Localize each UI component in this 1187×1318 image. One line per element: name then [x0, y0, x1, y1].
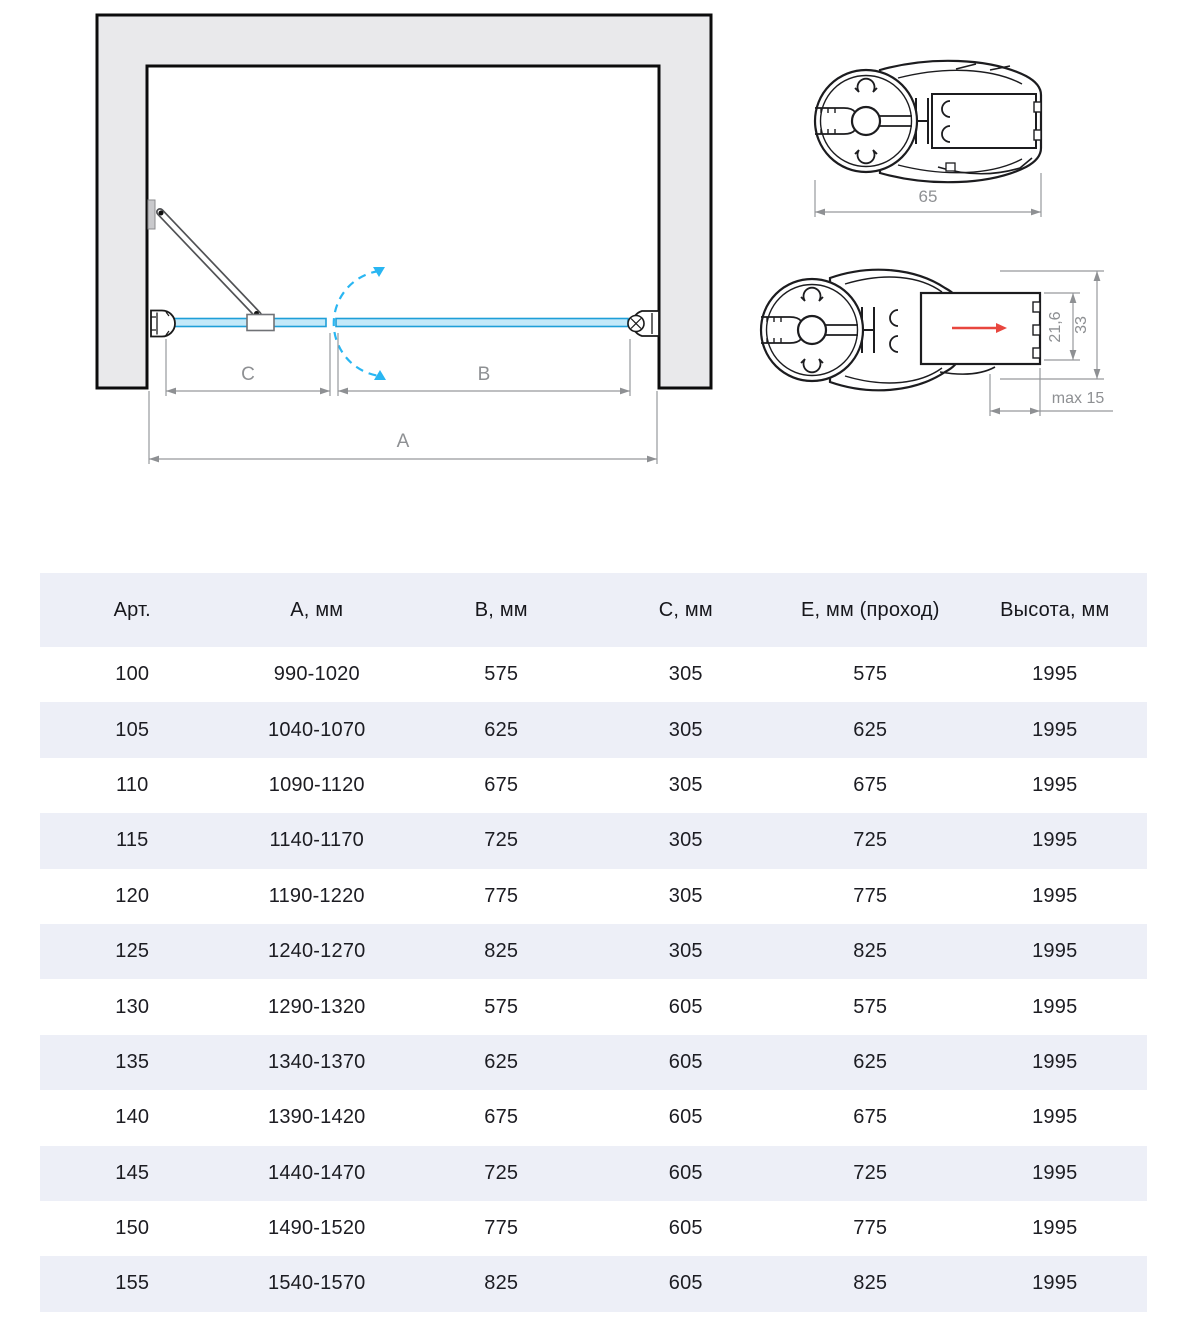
dim-label-21-6: 21,6	[1047, 311, 1064, 343]
table-cell: 155	[115, 1272, 150, 1295]
table-cell: 1540-1570	[268, 1272, 366, 1295]
dim-label-33: 33	[1073, 316, 1090, 334]
profile-section-top	[815, 61, 1041, 217]
table-row	[40, 647, 1147, 702]
table-cell: 675	[853, 1106, 888, 1129]
table-cell: 725	[853, 829, 888, 852]
table-cell: 1240-1270	[268, 940, 366, 963]
table-cell: 725	[853, 1161, 888, 1184]
table-cell: 605	[668, 1050, 703, 1073]
table-row	[40, 1090, 1147, 1145]
table-cell: 675	[484, 1106, 519, 1129]
table-header-cell: Высота, мм	[1000, 598, 1110, 621]
table-cell: 605	[668, 1217, 703, 1240]
table-cell: 605	[668, 1272, 703, 1295]
table-cell: 1995	[1032, 940, 1078, 963]
table-cell: 605	[668, 995, 703, 1018]
table-row	[40, 813, 1147, 868]
table-cell: 1040-1070	[268, 718, 366, 741]
table-cell: 110	[116, 773, 149, 796]
table-cell: 1995	[1032, 884, 1078, 907]
table-cell: 1995	[1032, 1106, 1078, 1129]
table-cell: 575	[853, 995, 888, 1018]
table-cell: 130	[115, 995, 150, 1018]
table-cell: 1995	[1032, 1050, 1078, 1073]
table-row	[40, 924, 1147, 979]
table-cell: 625	[853, 718, 888, 741]
table-cell: 115	[116, 829, 149, 852]
table-row	[40, 1256, 1147, 1311]
table-cell: 825	[853, 1272, 888, 1295]
table-row	[40, 1201, 1147, 1256]
table-header-cell: С, мм	[658, 598, 713, 621]
right-wall-profile	[628, 311, 659, 336]
table-cell: 305	[668, 940, 703, 963]
table-cell: 775	[853, 884, 888, 907]
table-cell: 725	[484, 1161, 519, 1184]
table-cell: 825	[484, 940, 519, 963]
table-cell: 305	[668, 829, 703, 852]
table-cell: 775	[484, 884, 519, 907]
table-cell: 775	[853, 1217, 888, 1240]
table-cell: 1995	[1032, 1217, 1078, 1240]
table-cell: 625	[484, 1050, 519, 1073]
table-row	[40, 979, 1147, 1034]
table-cell: 625	[853, 1050, 888, 1073]
table-cell: 575	[484, 663, 519, 686]
table-cell: 605	[668, 1106, 703, 1129]
table-cell: 305	[668, 773, 703, 796]
table-cell: 1995	[1032, 829, 1078, 852]
size-table	[40, 573, 1147, 1312]
table-cell: 675	[853, 773, 888, 796]
table-cell: 1995	[1032, 773, 1078, 796]
dim-label-b: B	[477, 364, 491, 385]
table-cell: 105	[115, 718, 150, 741]
table-cell: 145	[115, 1161, 150, 1184]
table-cell: 125	[115, 940, 150, 963]
table-cell: 1995	[1032, 1272, 1078, 1295]
table-row	[40, 702, 1147, 757]
table-cell: 825	[853, 940, 888, 963]
table-row	[40, 1146, 1147, 1201]
dim-label-max15: max 15	[1051, 390, 1105, 407]
table-cell: 575	[853, 663, 888, 686]
table-cell: 305	[668, 718, 703, 741]
technical-drawings	[0, 0, 1187, 480]
table-cell: 1390-1420	[268, 1106, 366, 1129]
alcove-walls	[97, 15, 711, 388]
table-cell: 1090-1120	[268, 773, 365, 796]
glass-clamp	[247, 315, 274, 331]
table-cell: 605	[668, 1161, 703, 1184]
dim-label-a: A	[396, 431, 410, 452]
table-header-cell: В, мм	[474, 598, 528, 621]
table-cell: 1190-1220	[268, 884, 365, 907]
table-cell: 625	[484, 718, 519, 741]
table-cell: 140	[115, 1106, 150, 1129]
table-cell: 825	[484, 1272, 519, 1295]
table-row	[40, 1035, 1147, 1090]
table-cell: 1995	[1032, 1161, 1078, 1184]
table-cell: 1995	[1032, 995, 1078, 1018]
table-body	[40, 647, 1147, 1312]
table-cell: 775	[484, 1217, 519, 1240]
table-row	[40, 758, 1147, 813]
dim-label-65: 65	[918, 187, 938, 206]
door-glass-panel	[336, 319, 628, 327]
table-cell: 135	[115, 1050, 150, 1073]
table-cell: 990-1020	[273, 663, 360, 686]
table-cell: 1490-1520	[268, 1217, 366, 1240]
table-cell: 1140-1170	[269, 829, 364, 852]
table-cell: 1995	[1032, 718, 1078, 741]
table-cell: 305	[668, 663, 703, 686]
table-cell: 120	[115, 884, 150, 907]
table-row	[40, 869, 1147, 924]
table-cell: 675	[484, 773, 519, 796]
table-cell: 100	[115, 663, 150, 686]
profile-section-bottom	[761, 270, 1113, 416]
table-cell: 575	[484, 995, 519, 1018]
dim-label-c: C	[241, 364, 255, 385]
table-cell: 150	[115, 1217, 150, 1240]
table-header-cell: Арт.	[113, 598, 151, 621]
table-cell: 305	[668, 884, 703, 907]
table-header-cell: Е, мм (проход)	[800, 598, 940, 621]
left-wall-profile	[151, 311, 175, 337]
support-bar	[148, 200, 259, 316]
table-cell: 725	[484, 829, 519, 852]
table-cell: 1995	[1032, 663, 1078, 686]
table-header-cell: А, мм	[290, 598, 344, 621]
table-cell: 1340-1370	[268, 1050, 366, 1073]
table-cell: 1440-1470	[268, 1161, 366, 1184]
table-header-row	[40, 573, 1147, 647]
table-cell: 1290-1320	[268, 995, 366, 1018]
